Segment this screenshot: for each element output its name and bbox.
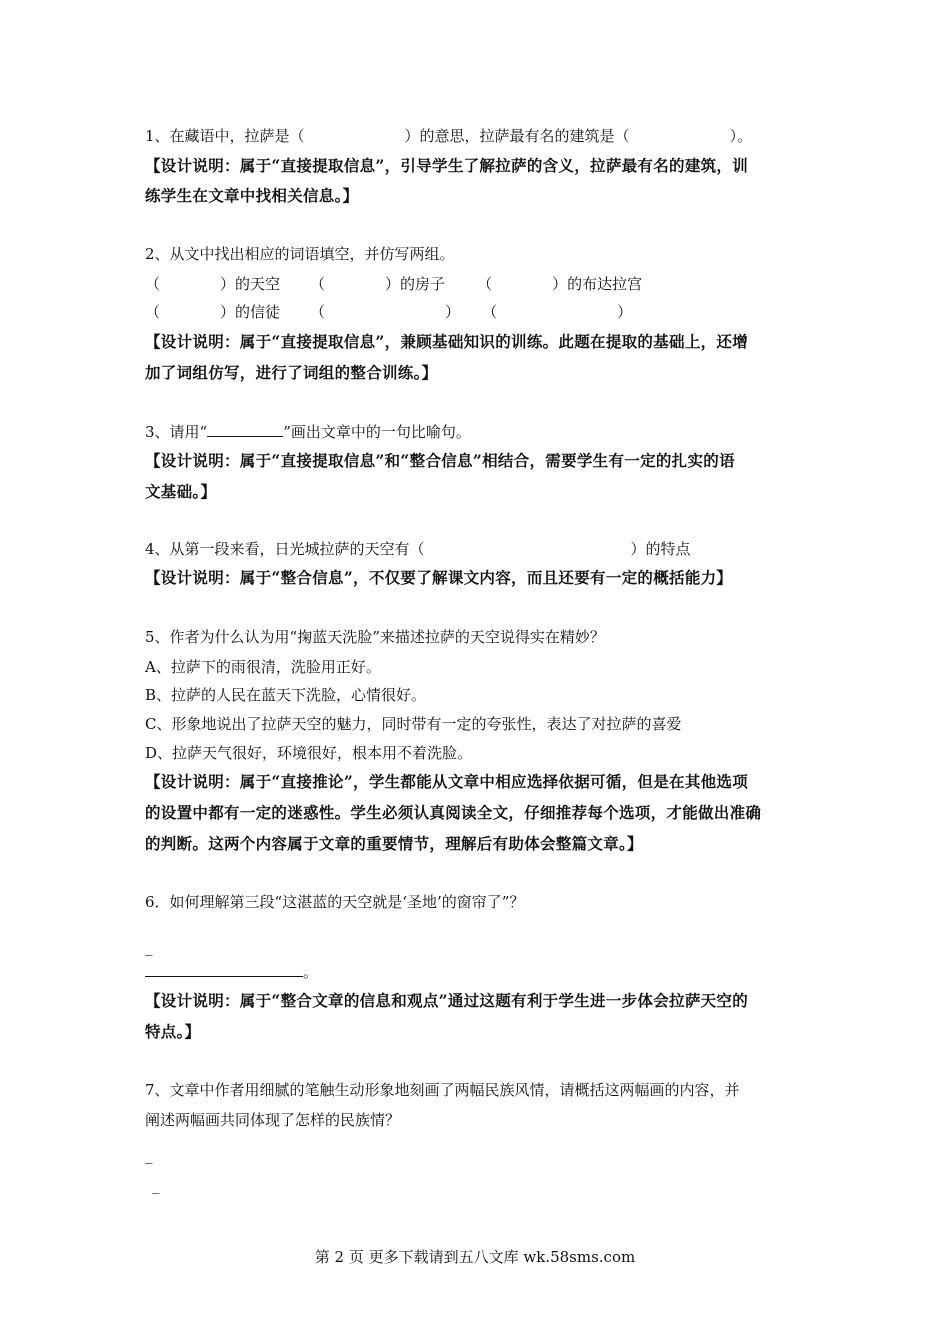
q2-note-line2: 加了词组仿写，进行了词组的整合训练。】 bbox=[145, 363, 438, 382]
q7-dash-2: _ bbox=[152, 1176, 160, 1194]
question-5-title: 5、作者为什么认为用“掬蓝天洗脸”来描述拉萨的天空说得实在精妙？ bbox=[145, 628, 605, 646]
q5-option-c: C、形象地说出了拉萨天空的魅力，同时带有一定的夸张性，表达了对拉萨的喜爱 bbox=[145, 715, 682, 733]
question-7-line2: 阐述两幅画共同体现了怎样的民族情？ bbox=[145, 1111, 401, 1129]
answer-blank bbox=[145, 962, 303, 977]
q2-row1: （ ）的天空 （ ）的房子 （ ）的布达拉宫 bbox=[145, 275, 643, 293]
question-1: 1、在藏语中，拉萨是（ ）的意思，拉萨最有名的建筑是（ ）。 bbox=[145, 127, 753, 145]
q5-note-line3: 的判断。这两个内容属于文章的重要情节，理解后有助体会整篇文章。】 bbox=[145, 834, 643, 853]
q5-note-line1: 【设计说明：属于“直接推论”，学生都能从文章中相应选择依据可循，但是在其他选项 bbox=[145, 772, 749, 791]
question-7-line1: 7、文章中作者用细腻的笔触生动形象地刻画了两幅民族风情，请概括这两幅画的内容，并 bbox=[145, 1081, 740, 1099]
q1-note-line2: 练学生在文章中找相关信息。】 bbox=[145, 186, 359, 205]
page-footer: 第 2 页 更多下载请到五八文库 wk.58sms.com bbox=[314, 1248, 636, 1266]
q6-dash: _ bbox=[145, 938, 153, 956]
q5-option-a: A、拉萨下的雨很清，洗脸用正好。 bbox=[145, 658, 381, 676]
q4-note: 【设计说明：属于“整合信息”，不仅要了解课文内容，而且还要有一定的概括能力】 bbox=[145, 568, 733, 587]
q2-row2: （ ）的信徒 （ ） （ ） bbox=[145, 303, 633, 321]
q7-dash-1: _ bbox=[145, 1146, 153, 1164]
q5-note-line2: 的设置中都有一定的迷惑性。学生必须认真阅读全文，仔细推荐每个选项，才能做出准确 bbox=[145, 803, 762, 822]
underline-sample bbox=[207, 422, 283, 437]
question-3: 3、请用“ ”画出文章中的一句比喻句。 bbox=[145, 423, 471, 441]
q2-note-line1: 【设计说明：属于“直接提取信息”，兼顾基础知识的训练。此题在提取的基础上，还增 bbox=[145, 332, 749, 351]
q6-note-line1: 【设计说明：属于“整合文章的信息和观点”通过这题有利于学生进一步体会拉萨天空的 bbox=[145, 991, 749, 1010]
q5-option-b: B、拉萨的人民在蓝天下洗脸，心情很好。 bbox=[145, 686, 427, 704]
q1-note-line1: 【设计说明：属于“直接提取信息”，引导学生了解拉萨的含义，拉萨最有名的建筑，训 bbox=[145, 156, 749, 175]
question-2-title: 2、从文中找出相应的词语填空，并仿写两组。 bbox=[145, 245, 455, 263]
question-4: 4、从第一段来看，日光城拉萨的天空有（ ）的特点 bbox=[145, 540, 691, 558]
q3-note-line2: 文基础。】 bbox=[145, 482, 217, 501]
question-6-title: 6．如何理解第三段“这湛蓝的天空就是‘圣地’的窗帘了”？ bbox=[145, 893, 525, 911]
q6-answer-line: 。 bbox=[145, 962, 318, 982]
q3-note-line1: 【设计说明：属于“直接提取信息”和“整合信息”相结合，需要学生有一定的扎实的语 bbox=[145, 451, 735, 470]
q5-option-d: D、拉萨天气很好，环境很好，根本用不着洗脸。 bbox=[145, 744, 473, 762]
q6-note-line2: 特点。】 bbox=[145, 1022, 201, 1041]
